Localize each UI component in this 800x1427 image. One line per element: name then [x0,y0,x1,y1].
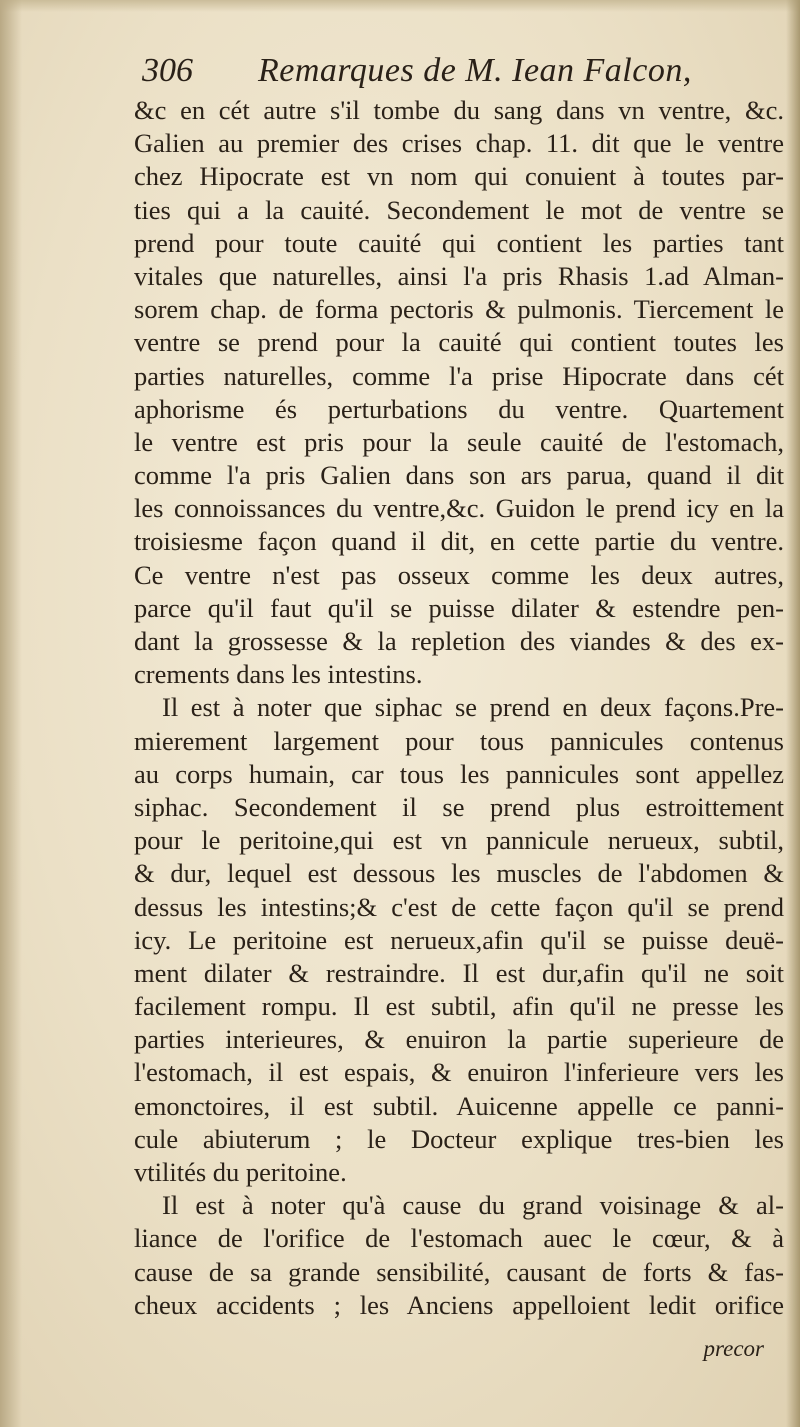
text-line: emonctoires, il est subtil. Auicenne appelle ce panni- [134,1090,784,1121]
text-line: &c en cét autre s'il tombe du sang dans vn ventre, &c. [134,95,784,125]
text-line: Ce ventre n'est pas osseux comme les deux autres, [134,559,784,590]
text-line: prend pour toute cauité qui contient les parties tant [134,227,784,258]
page-header [142,52,782,100]
running-head: Remarques de M. Iean Falcon, [258,52,692,89]
text-line: mierement largement pour tous pannicules contenus [134,725,784,756]
text-line: au corps humain, car tous les pannicules sont appellez [134,758,784,789]
text-line: dessus les intestins;& c'est de cette façon qu'il se prend [134,891,784,922]
text-line: & dur, lequel est dessous les muscles de l'abdomen & [134,858,784,889]
text-line: crements dans les intestins. [134,659,423,690]
catchword: precor [703,1336,764,1361]
text-line: aphorisme és perturbations du ventre. Quartement [134,393,784,424]
text-line: parce qu'il faut qu'il se puisse dilater & estendre pen- [134,592,784,623]
text-line: vtilités du peritoine. [134,1157,347,1187]
text-line: icy. Le peritoine est nerueux,afin qu'il se puisse deuë- [134,924,784,955]
page-top-edge [0,0,800,12]
text-line: Galien au premier des crises chap. 11. dit que le ventre [134,128,784,159]
text-line: parties interieures, & enuiron la partie superieure de [134,1024,784,1055]
text-line: les connoissances du ventre,&c. Guidon le prend icy en la [134,493,784,524]
text-line: chez Hipocrate est vn nom qui conuient à toutes par- [134,161,784,192]
binding-shadow [0,0,22,1427]
text-line: facilement rompu. Il est subtil, afin qu'il ne presse les [134,991,784,1022]
text-line: Il est à noter que siphac se prend en deux façons.Pre- [162,692,784,723]
text-line: sorem chap. de forma pectoris & pulmonis. Tiercement le [134,294,784,325]
text-line: dant la grossesse & la repletion des viandes & des ex- [134,626,784,656]
text-line: ventre se prend pour la cauité qui contient toutes les [134,327,784,358]
text-line: pour le peritoine,qui est vn pannicule nerueux, subtil, [134,825,784,856]
text-line: parties naturelles, comme l'a prise Hipocrate dans cét [134,360,784,391]
text-line: liance de l'orifice de l'estomach auec le cœur, & à [134,1223,784,1254]
page-right-edge [786,0,800,1427]
text-line: ment dilater & restraindre. Il est dur,afin qu'il ne soit [134,957,784,988]
text-line: comme l'a pris Galien dans son ars parua, quand il dit [134,460,784,491]
text-line: siphac. Secondement il se prend plus estroittement [134,791,784,822]
text-line: vitales que naturelles, ainsi l'a pris Rhasis 1.ad Alman- [134,260,784,291]
text-line: cause de sa grande sensibilité, causant de forts & fas- [134,1256,784,1287]
body-text [134,94,784,1322]
text-line: cheux accidents ; les Anciens appelloient ledit orifice [134,1289,784,1320]
text-line: ties qui a la cauité. Secondement le mot de ventre se [134,194,784,225]
text-line: le ventre est pris pour la seule cauité de l'estomach, [134,426,784,457]
text-line: Il est à noter qu'à cause du grand voisinage & al- [162,1190,784,1221]
text-line: troisiesme façon quand il dit, en cette partie du ventre. [134,526,784,557]
text-line: cule abiuterum ; le Docteur explique tres-bien les [134,1123,784,1154]
page-number: 306 [142,52,193,89]
text-line: l'estomach, il est espais, & enuiron l'inferieure vers les [134,1057,784,1088]
